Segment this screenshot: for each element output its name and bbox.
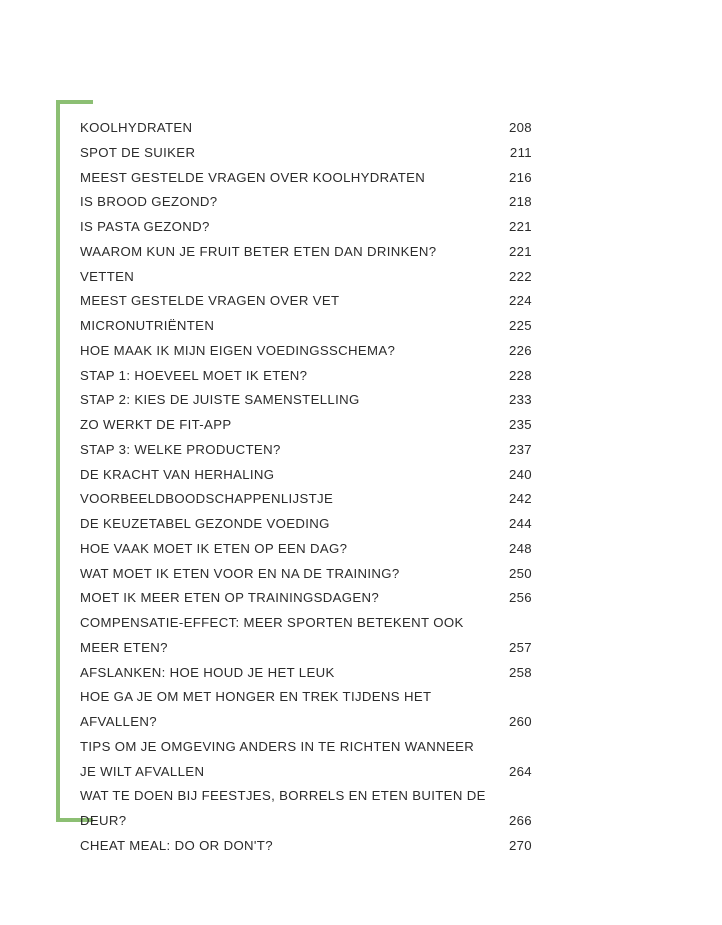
toc-entry-title: VOORBEELDBOODSCHAPPENLIJSTJE <box>80 491 334 507</box>
toc-entry[interactable] <box>80 116 532 141</box>
toc-entry-page: 225 <box>508 318 532 333</box>
toc-entry-title: MEEST GESTELDE VRAGEN OVER KOOLHYDRATEN <box>80 169 426 185</box>
toc-entry-page: 242 <box>508 491 532 507</box>
toc-entry-page: 250 <box>508 565 532 581</box>
toc-entry[interactable] <box>80 265 532 290</box>
toc-entry-page: 218 <box>508 194 532 210</box>
toc-entry-title: MICRONUTRIËNTEN <box>80 318 215 333</box>
toc-entry-title: SPOT DE SUIKER <box>80 144 196 160</box>
toc-entry-title: IS BROOD GEZOND? <box>80 194 218 210</box>
toc-entry-page: 221 <box>508 243 532 259</box>
toc-entry[interactable] <box>80 611 532 661</box>
toc-entry[interactable] <box>80 364 532 389</box>
toc-entry-title: STAP 1: HOEVEEL MOET IK ETEN? <box>80 367 308 383</box>
toc-entry-page: 248 <box>508 540 532 556</box>
toc-entry-page: 264 <box>508 763 532 779</box>
toc-entry[interactable] <box>80 166 532 191</box>
toc-entry-page: 260 <box>508 714 532 729</box>
table-of-contents <box>80 116 532 859</box>
toc-entry-title: CHEAT MEAL: DO OR DON'T? <box>80 837 273 853</box>
toc-entry-page: 228 <box>508 367 532 383</box>
toc-entry[interactable] <box>80 834 532 859</box>
toc-entry-title: DE KRACHT VAN HERHALING <box>80 466 275 482</box>
toc-entry[interactable] <box>80 240 532 265</box>
toc-entry-title: DE KEUZETABEL GEZONDE VOEDING <box>80 516 330 531</box>
toc-entry[interactable] <box>80 735 532 785</box>
toc-entry-title: WAAROM KUN JE FRUIT BETER ETEN DAN DRINKEN? <box>80 243 437 259</box>
toc-entry[interactable] <box>80 215 532 240</box>
toc-entry[interactable] <box>80 141 532 166</box>
toc-entry[interactable] <box>80 314 532 339</box>
toc-entry-page: 222 <box>508 268 532 284</box>
toc-entry-page: 244 <box>508 516 532 531</box>
toc-entry[interactable] <box>80 562 532 587</box>
toc-entry-title: WAT MOET IK ETEN VOOR EN NA DE TRAINING? <box>80 565 400 581</box>
toc-entry[interactable] <box>80 784 532 834</box>
toc-entry-title: VETTEN <box>80 268 135 284</box>
toc-entry[interactable] <box>80 537 532 562</box>
toc-entry-title: AFSLANKEN: HOE HOUD JE HET LEUK <box>80 664 335 680</box>
toc-entry-title: MOET IK MEER ETEN OP TRAININGSDAGEN? <box>80 590 380 606</box>
toc-entry-page: 211 <box>509 144 532 160</box>
toc-entry-title: KOOLHYDRATEN <box>80 120 193 135</box>
toc-entry-title: MEEST GESTELDE VRAGEN OVER VET <box>80 293 340 309</box>
toc-entry-page: 216 <box>508 169 532 185</box>
toc-entry-page: 233 <box>508 392 532 408</box>
toc-entry[interactable] <box>80 438 532 463</box>
toc-entry-page: 226 <box>508 342 532 358</box>
toc-entry-page: 235 <box>508 417 532 432</box>
toc-entry-page: 257 <box>508 639 532 655</box>
toc-entry[interactable] <box>80 586 532 611</box>
toc-entry-title: STAP 2: KIES DE JUISTE SAMENSTELLING <box>80 392 360 408</box>
toc-entry-title: HOE GA JE OM MET HONGER EN TREK TIJDENS HET AFVALLEN? <box>80 689 432 729</box>
toc-entry-page: 240 <box>508 466 532 482</box>
toc-entry-title: WAT TE DOEN BIJ FEESTJES, BORRELS EN ETEN BUITEN DE DEUR? <box>80 788 486 828</box>
toc-entry-title: STAP 3: WELKE PRODUCTEN? <box>80 441 281 457</box>
toc-entry[interactable] <box>80 487 532 512</box>
toc-entry[interactable] <box>80 512 532 537</box>
toc-entry-page: 224 <box>508 293 532 309</box>
toc-entry[interactable] <box>80 388 532 413</box>
toc-entry-page: 256 <box>508 590 532 606</box>
toc-entry-title: HOE VAAK MOET IK ETEN OP EEN DAG? <box>80 540 348 556</box>
toc-entry-title: HOE MAAK IK MIJN EIGEN VOEDINGSSCHEMA? <box>80 342 396 358</box>
toc-entry-page: 221 <box>508 219 532 234</box>
toc-entry-title: TIPS OM JE OMGEVING ANDERS IN TE RICHTEN WANNEER JE WILT AFVALLEN <box>80 738 475 779</box>
toc-entry-page: 258 <box>508 664 532 680</box>
toc-entry-title: COMPENSATIE-EFFECT: MEER SPORTEN BETEKENT OOK MEER ETEN? <box>80 615 464 655</box>
toc-entry[interactable] <box>80 463 532 488</box>
toc-entry-page: 266 <box>508 813 532 828</box>
toc-entry[interactable] <box>80 289 532 314</box>
toc-entry-page: 237 <box>508 441 532 457</box>
toc-entry[interactable] <box>80 661 532 686</box>
toc-entry-page: 270 <box>508 837 532 853</box>
toc-entry-page: 208 <box>508 120 532 135</box>
toc-entry[interactable] <box>80 685 532 735</box>
toc-entry-title: ZO WERKT DE FIT-APP <box>80 417 232 432</box>
toc-entry[interactable] <box>80 413 532 438</box>
toc-entry[interactable] <box>80 190 532 215</box>
toc-entry[interactable] <box>80 339 532 364</box>
toc-entry-title: IS PASTA GEZOND? <box>80 219 210 234</box>
